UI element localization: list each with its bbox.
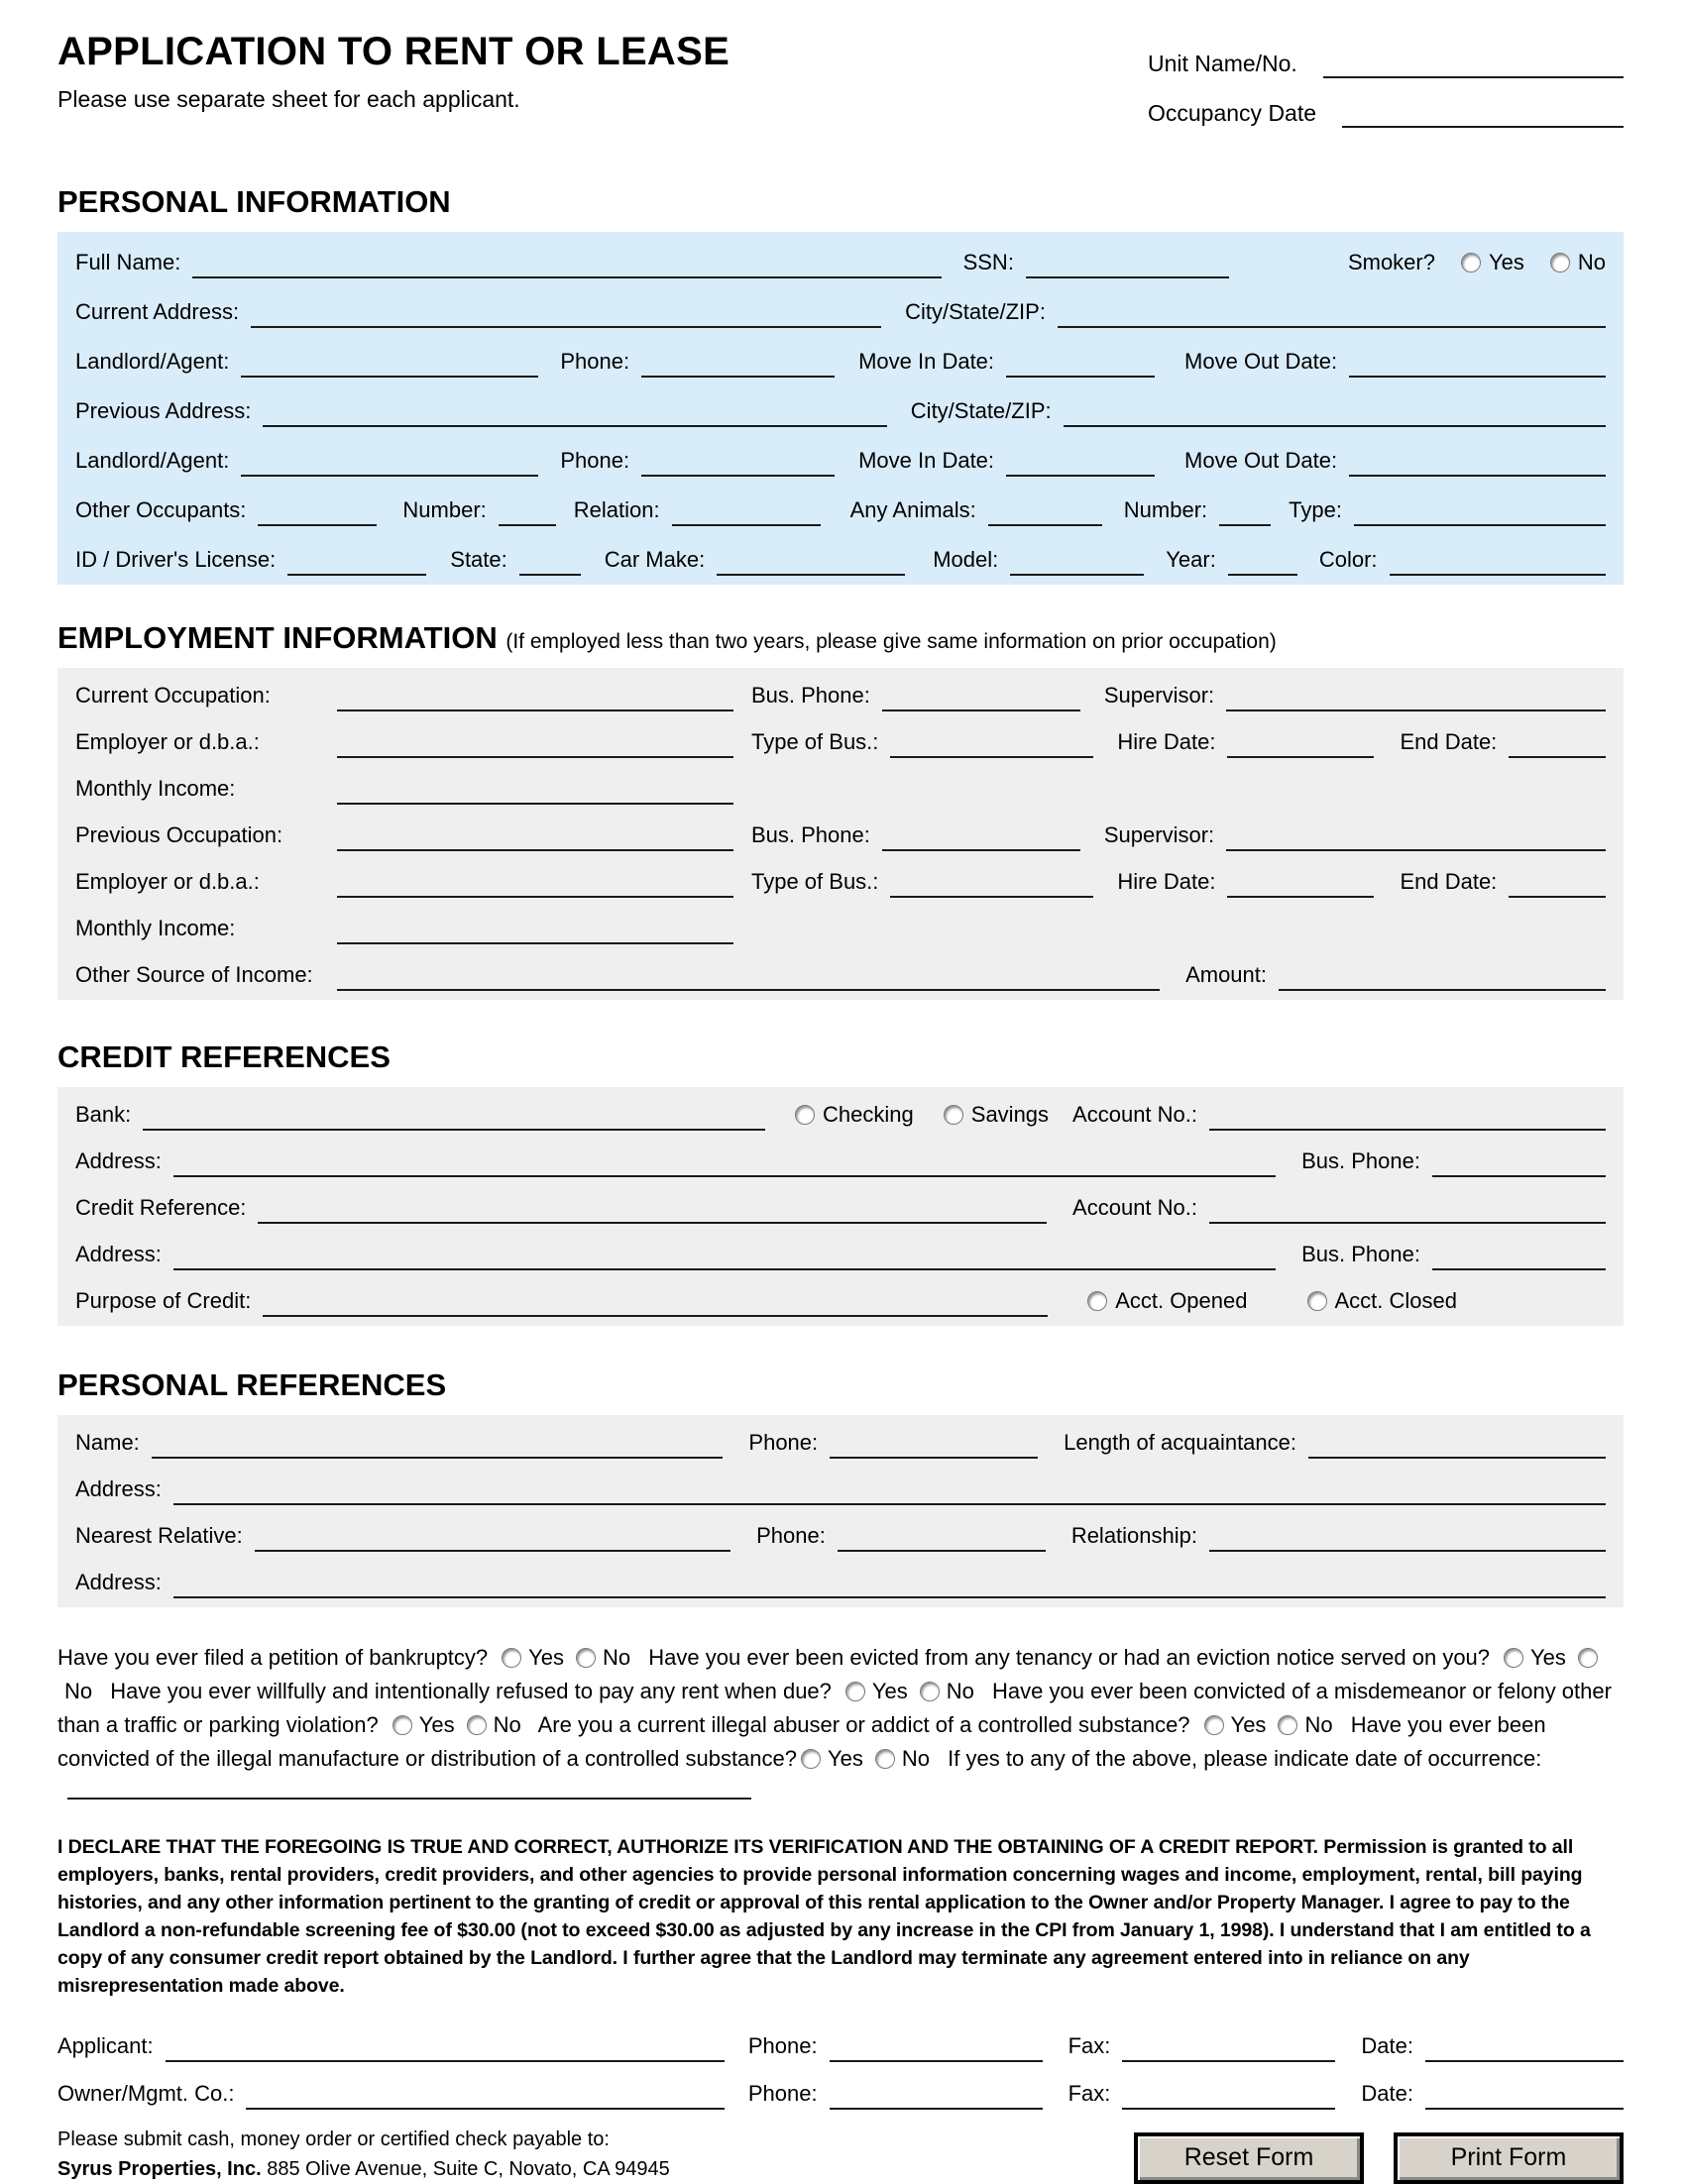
question-manufacture: Have you ever been convicted of the illegal manufacture or distribution of a controlled substance?	[57, 1712, 1546, 1771]
previous-employer-field[interactable]	[337, 856, 733, 898]
current-type-of-bus-label: Type of Bus.:	[751, 729, 879, 754]
smoker-yes-radio[interactable]	[1461, 253, 1481, 273]
reference-phone-label: Phone:	[748, 1430, 819, 1455]
evicted-yes-label: Yes	[1530, 1645, 1566, 1670]
other-income-label: Other Source of Income:	[75, 962, 313, 987]
drivers-license-label: ID / Driver's License:	[75, 547, 277, 572]
signature-block	[57, 2020, 1624, 2115]
animals-number-field[interactable]	[1219, 485, 1271, 526]
smoker-no-label: No	[1577, 250, 1606, 274]
previous-hire-date-field[interactable]	[1227, 856, 1374, 898]
owner-date-label: Date:	[1361, 2080, 1413, 2106]
owner-phone-field[interactable]	[830, 2068, 1043, 2110]
substance-abuser-yes-radio[interactable]	[1204, 1715, 1224, 1735]
previous-landlord-phone-label: Phone:	[560, 448, 630, 473]
evicted-yes-radio[interactable]	[1504, 1648, 1523, 1668]
credit-account-no-label: Account No.:	[1072, 1195, 1197, 1220]
credit-references-heading: CREDIT REFERENCES	[57, 1039, 391, 1074]
applicant-date-field[interactable]	[1425, 2020, 1624, 2062]
previous-monthly-income-label: Monthly Income:	[75, 916, 236, 940]
refused-rent-no-radio[interactable]	[920, 1682, 940, 1701]
header-left	[57, 30, 730, 133]
unit-name-row	[1148, 34, 1624, 83]
previous-occupation-row	[57, 810, 1624, 856]
applicant-fax-field[interactable]	[1122, 2020, 1335, 2062]
previous-monthly-income-row	[57, 903, 1624, 949]
relationship-label: Relationship:	[1070, 1523, 1197, 1548]
other-occupants-field[interactable]	[258, 485, 377, 526]
acct-closed-label: Acct. Closed	[1334, 1288, 1457, 1313]
credit-reference-row	[57, 1182, 1624, 1229]
applicant-row	[57, 2020, 1624, 2067]
smoker-yes-label: Yes	[1488, 250, 1524, 274]
reference-name-field[interactable]	[152, 1417, 724, 1459]
purpose-of-credit-row	[57, 1275, 1624, 1322]
employment-heading-note: (If employed less than two years, please give same information on prior occupation)	[506, 630, 1277, 653]
current-occupation-field[interactable]	[337, 670, 733, 711]
current-city-state-zip-label: City/State/ZIP:	[905, 299, 1046, 324]
other-occupants-label: Other Occupants:	[75, 497, 247, 522]
full-name-label: Full Name:	[75, 250, 181, 274]
form-footer	[57, 2125, 1624, 2184]
reference-name-label: Name:	[75, 1430, 140, 1455]
previous-landlord-label: Landlord/Agent:	[75, 448, 230, 473]
refused-rent-yes-radio[interactable]	[845, 1682, 865, 1701]
acct-closed-option[interactable]	[1307, 1288, 1458, 1322]
savings-option[interactable]	[944, 1102, 1049, 1136]
car-color-label: Color:	[1318, 547, 1378, 572]
occupancy-date-label: Occupancy Date	[1148, 100, 1317, 126]
applicant-field[interactable]	[166, 2020, 725, 2062]
occupancy-date-row	[1148, 83, 1624, 133]
full-name-row	[57, 234, 1624, 283]
smoker-yes-option[interactable]	[1461, 250, 1524, 283]
manufacture-no-radio[interactable]	[875, 1749, 895, 1769]
owner-fax-field[interactable]	[1122, 2068, 1335, 2110]
occupants-relation-label: Relation:	[573, 497, 660, 522]
current-supervisor-field[interactable]	[1226, 670, 1606, 711]
any-animals-field[interactable]	[988, 485, 1102, 526]
payment-instructions	[57, 2125, 670, 2184]
previous-bus-phone-field[interactable]	[882, 810, 1080, 851]
full-name-field[interactable]	[192, 237, 941, 278]
bank-address-field[interactable]	[173, 1136, 1276, 1177]
owner-phone-label: Phone:	[747, 2080, 818, 2106]
previous-address-label: Previous Address:	[75, 398, 252, 423]
current-occupation-row	[57, 670, 1624, 716]
savings-radio[interactable]	[944, 1105, 963, 1125]
declaration-text: I DECLARE THAT THE FOREGOING IS TRUE AND CORRECT, AUTHORIZE ITS VERIFICATION AND THE OBTAINING OF A CREDIT REPORT. Permission is granted to all employers, banks, rental providers, credit providers, and other agencies to provide personal information concerning wages and income, employment, rental, bill paying histories, and any other information pertinent to the granting of credit or approval of this rental application to the Owner and/or Property Manager. I agree to pay to the Landlord a non-refundable screening fee of $30.00 (not to exceed $30.00 as adjusted by any increase in the CPI from January 1, 1998). I understand that I am entitled to a copy of any consumer credit report obtained by the Landlord. I further agree that the Landlord may terminate any agreement entered into in reliance on any misrepresentation made above.	[57, 1836, 1591, 1997]
acct-opened-option[interactable]	[1087, 1288, 1247, 1322]
employment-heading-text: EMPLOYMENT INFORMATION	[57, 620, 498, 655]
previous-city-state-zip-label: City/State/ZIP:	[910, 398, 1052, 423]
bankruptcy-yes-radio[interactable]	[502, 1648, 521, 1668]
car-model-label: Model:	[933, 547, 999, 572]
current-address-label: Current Address:	[75, 299, 240, 324]
credit-references-section	[57, 1087, 1624, 1326]
form-header	[57, 30, 1624, 133]
current-move-in-label: Move In Date:	[858, 349, 995, 374]
manufacture-yes-radio[interactable]	[801, 1749, 821, 1769]
question-evicted: Have you ever been evicted from any tenancy or had an eviction notice served on you?	[648, 1645, 1491, 1670]
current-monthly-income-row	[57, 763, 1624, 810]
previous-address-field[interactable]	[263, 385, 886, 427]
previous-city-state-zip-field[interactable]	[1064, 385, 1606, 427]
company-address: 885 Olive Avenue, Suite C, Novato, CA 94945	[267, 2157, 670, 2180]
page-title: APPLICATION TO RENT OR LEASE	[57, 30, 730, 73]
form-buttons	[1134, 2125, 1624, 2184]
previous-occupation-field[interactable]	[337, 810, 733, 851]
refused-rent-yes-label: Yes	[871, 1679, 908, 1703]
evicted-no-label: No	[64, 1679, 93, 1703]
bankruptcy-yes-label: Yes	[528, 1645, 565, 1670]
current-type-of-bus-field[interactable]	[890, 716, 1093, 758]
credit-address-label: Address:	[75, 1242, 162, 1266]
other-income-amount-label: Amount:	[1185, 962, 1267, 987]
previous-landlord-phone-field[interactable]	[641, 435, 835, 477]
current-employer-field[interactable]	[337, 716, 733, 758]
misdemeanor-yes-label: Yes	[418, 1712, 455, 1737]
personal-information-section	[57, 232, 1624, 585]
previous-employer-row	[57, 856, 1624, 903]
bank-bus-phone-label: Bus. Phone:	[1301, 1148, 1420, 1173]
credit-address-row	[57, 1229, 1624, 1275]
screening-questions	[57, 1641, 1624, 1809]
relative-phone-field[interactable]	[838, 1510, 1046, 1552]
previous-move-out-label: Move Out Date:	[1184, 448, 1338, 473]
relative-address-row	[57, 1557, 1624, 1603]
credit-reference-label: Credit Reference:	[75, 1195, 247, 1220]
ssn-field[interactable]	[1026, 237, 1229, 278]
personal-references-heading: PERSONAL REFERENCES	[57, 1367, 447, 1402]
current-address-field[interactable]	[251, 286, 881, 328]
previous-end-date-label: End Date:	[1400, 869, 1498, 894]
unit-name-label: Unit Name/No.	[1148, 51, 1297, 76]
license-state-label: State:	[450, 547, 507, 572]
car-model-field[interactable]	[1010, 534, 1144, 576]
purpose-of-credit-label: Purpose of Credit:	[75, 1288, 252, 1313]
license-vehicle-row	[57, 531, 1624, 581]
bank-account-no-field[interactable]	[1209, 1089, 1606, 1131]
animals-type-label: Type:	[1289, 497, 1342, 522]
page-subtitle: Please use separate sheet for each applicant.	[57, 86, 520, 112]
previous-bus-phone-label: Bus. Phone:	[751, 822, 870, 847]
company-name: Syrus Properties, Inc.	[57, 2157, 262, 2180]
animals-type-field[interactable]	[1354, 485, 1606, 526]
refused-rent-no-label: No	[946, 1679, 974, 1703]
manufacture-no-label: No	[901, 1746, 931, 1771]
acct-opened-radio[interactable]	[1087, 1291, 1107, 1311]
bank-label: Bank:	[75, 1102, 132, 1127]
current-hire-date-field[interactable]	[1227, 716, 1374, 758]
applicant-phone-label: Phone:	[747, 2032, 818, 2058]
question-refused-rent: Have you ever willfully and intentionally refused to pay any rent when due?	[110, 1679, 832, 1703]
header-right	[1148, 30, 1624, 133]
misdemeanor-no-label: No	[493, 1712, 521, 1737]
bank-field[interactable]	[143, 1089, 765, 1131]
current-occupation-label: Current Occupation:	[75, 683, 271, 708]
owner-date-field[interactable]	[1425, 2068, 1624, 2110]
question-misdemeanor: Have you ever been convicted of a misdemeanor or felony other than a traffic or parking violation?	[57, 1679, 1612, 1737]
relative-phone-label: Phone:	[756, 1523, 826, 1548]
bankruptcy-no-radio[interactable]	[576, 1648, 596, 1668]
employment-information-section	[57, 668, 1624, 1000]
checking-radio[interactable]	[795, 1105, 815, 1125]
employment-information-heading	[57, 620, 1624, 656]
question-bankruptcy: Have you ever filed a petition of bankruptcy?	[57, 1645, 489, 1670]
occupancy-date-field[interactable]	[1342, 86, 1624, 128]
personal-references-section	[57, 1415, 1624, 1607]
applicant-fax-label: Fax:	[1067, 2032, 1111, 2058]
applicant-label: Applicant:	[57, 2032, 154, 2058]
bankruptcy-no-label: No	[603, 1645, 631, 1670]
reference-address-row	[57, 1464, 1624, 1510]
current-city-state-zip-field[interactable]	[1058, 286, 1606, 328]
previous-move-in-field[interactable]	[1006, 435, 1155, 477]
current-bus-phone-field[interactable]	[882, 670, 1080, 711]
smoker-label: Smoker?	[1347, 250, 1435, 274]
other-income-row	[57, 949, 1624, 996]
previous-end-date-field[interactable]	[1509, 856, 1606, 898]
owner-fax-label: Fax:	[1067, 2080, 1111, 2106]
current-supervisor-label: Supervisor:	[1103, 683, 1215, 708]
nearest-relative-row	[57, 1510, 1624, 1557]
previous-landlord-row	[57, 432, 1624, 482]
applicant-date-label: Date:	[1361, 2032, 1413, 2058]
print-form-button[interactable]: Print Form	[1394, 2132, 1624, 2184]
occurrence-date-prompt: If yes to any of the above, please indicate date of occurrence:	[948, 1746, 1542, 1771]
current-end-date-label: End Date:	[1400, 729, 1498, 754]
current-move-out-field[interactable]	[1349, 336, 1606, 378]
acquaintance-label: Length of acquaintance:	[1064, 1430, 1296, 1455]
nearest-relative-label: Nearest Relative:	[75, 1523, 243, 1548]
relationship-field[interactable]	[1209, 1510, 1606, 1552]
checking-label: Checking	[823, 1102, 914, 1127]
car-make-field[interactable]	[717, 534, 905, 576]
submit-instruction-line: Please submit cash, money order or certified check payable to:	[57, 2128, 610, 2150]
previous-monthly-income-field[interactable]	[337, 903, 733, 944]
previous-address-row	[57, 382, 1624, 432]
current-monthly-income-field[interactable]	[337, 763, 733, 805]
nearest-relative-field[interactable]	[255, 1510, 730, 1552]
reset-form-button[interactable]: Reset Form	[1134, 2132, 1364, 2184]
misdemeanor-no-radio[interactable]	[467, 1715, 487, 1735]
evicted-no-radio[interactable]	[1578, 1648, 1598, 1668]
other-income-amount-field[interactable]	[1279, 949, 1606, 991]
current-move-out-label: Move Out Date:	[1184, 349, 1338, 374]
drivers-license-field[interactable]	[287, 534, 426, 576]
previous-supervisor-label: Supervisor:	[1103, 822, 1215, 847]
current-monthly-income-label: Monthly Income:	[75, 776, 236, 801]
misdemeanor-yes-radio[interactable]	[393, 1715, 412, 1735]
animals-number-label: Number:	[1123, 497, 1208, 522]
current-landlord-phone-field[interactable]	[641, 336, 835, 378]
previous-move-in-label: Move In Date:	[858, 448, 995, 473]
previous-supervisor-field[interactable]	[1226, 810, 1606, 851]
other-income-field[interactable]	[337, 949, 1160, 991]
any-animals-label: Any Animals:	[849, 497, 976, 522]
previous-employer-label: Employer or d.b.a.:	[75, 869, 260, 894]
reference-phone-field[interactable]	[830, 1417, 1038, 1459]
bank-bus-phone-field[interactable]	[1432, 1136, 1606, 1177]
credit-address-field[interactable]	[173, 1229, 1276, 1270]
occupants-number-label: Number:	[402, 497, 487, 522]
manufacture-yes-label: Yes	[828, 1746, 863, 1771]
current-bus-phone-label: Bus. Phone:	[751, 683, 870, 708]
relative-address-label: Address:	[75, 1570, 162, 1594]
substance-abuser-no-label: No	[1304, 1712, 1333, 1737]
current-end-date-field[interactable]	[1509, 716, 1606, 758]
checking-option[interactable]	[795, 1102, 914, 1136]
smoker-no-option[interactable]	[1550, 250, 1606, 283]
car-year-label: Year:	[1166, 547, 1216, 572]
previous-type-of-bus-field[interactable]	[890, 856, 1093, 898]
substance-abuser-yes-label: Yes	[1230, 1712, 1267, 1737]
previous-move-out-field[interactable]	[1349, 435, 1606, 477]
purpose-of-credit-field[interactable]	[263, 1275, 1048, 1317]
savings-label: Savings	[970, 1102, 1050, 1127]
owner-label: Owner/Mgmt. Co.:	[57, 2080, 235, 2106]
credit-account-no-field[interactable]	[1209, 1182, 1606, 1224]
credit-bus-phone-label: Bus. Phone:	[1301, 1242, 1420, 1266]
current-landlord-phone-label: Phone:	[560, 349, 630, 374]
current-hire-date-label: Hire Date:	[1117, 729, 1216, 754]
credit-reference-field[interactable]	[258, 1182, 1047, 1224]
company-line	[57, 2154, 670, 2184]
car-color-field[interactable]	[1390, 534, 1606, 576]
smoker-no-radio[interactable]	[1550, 253, 1570, 273]
current-landlord-label: Landlord/Agent:	[75, 349, 230, 374]
car-year-field[interactable]	[1228, 534, 1297, 576]
acct-opened-label: Acct. Opened	[1115, 1288, 1248, 1313]
current-move-in-field[interactable]	[1006, 336, 1155, 378]
personal-information-heading: PERSONAL INFORMATION	[57, 184, 451, 219]
reference-address-label: Address:	[75, 1476, 162, 1501]
reference-name-row	[57, 1417, 1624, 1464]
owner-row	[57, 2067, 1624, 2115]
acct-closed-radio[interactable]	[1307, 1291, 1327, 1311]
current-employer-row	[57, 716, 1624, 763]
previous-landlord-field[interactable]	[241, 435, 538, 477]
car-make-label: Car Make:	[604, 547, 706, 572]
current-employer-label: Employer or d.b.a.:	[75, 729, 260, 754]
bank-address-row	[57, 1136, 1624, 1182]
occupants-animals-row	[57, 482, 1624, 531]
previous-occupation-label: Previous Occupation:	[75, 822, 283, 847]
bank-row	[57, 1089, 1624, 1136]
acquaintance-field[interactable]	[1308, 1417, 1606, 1459]
occurrence-date-field[interactable]	[67, 1776, 751, 1800]
bank-address-label: Address:	[75, 1148, 162, 1173]
license-state-field[interactable]	[519, 534, 581, 576]
relative-address-field[interactable]	[173, 1557, 1606, 1598]
owner-field[interactable]	[246, 2068, 724, 2110]
ssn-label: SSN:	[962, 250, 1014, 274]
bank-account-no-label: Account No.:	[1072, 1102, 1197, 1127]
substance-abuser-no-radio[interactable]	[1278, 1715, 1297, 1735]
current-landlord-row	[57, 333, 1624, 382]
credit-bus-phone-field[interactable]	[1432, 1229, 1606, 1270]
reference-address-field[interactable]	[173, 1464, 1606, 1505]
current-landlord-field[interactable]	[241, 336, 538, 378]
applicant-phone-field[interactable]	[830, 2020, 1043, 2062]
occupants-number-field[interactable]	[499, 485, 556, 526]
occupants-relation-field[interactable]	[672, 485, 821, 526]
previous-type-of-bus-label: Type of Bus.:	[751, 869, 879, 894]
unit-name-field[interactable]	[1323, 37, 1624, 78]
question-substance-abuser: Are you a current illegal abuser or addict of a controlled substance?	[537, 1712, 1190, 1737]
previous-hire-date-label: Hire Date:	[1117, 869, 1216, 894]
current-address-row	[57, 283, 1624, 333]
